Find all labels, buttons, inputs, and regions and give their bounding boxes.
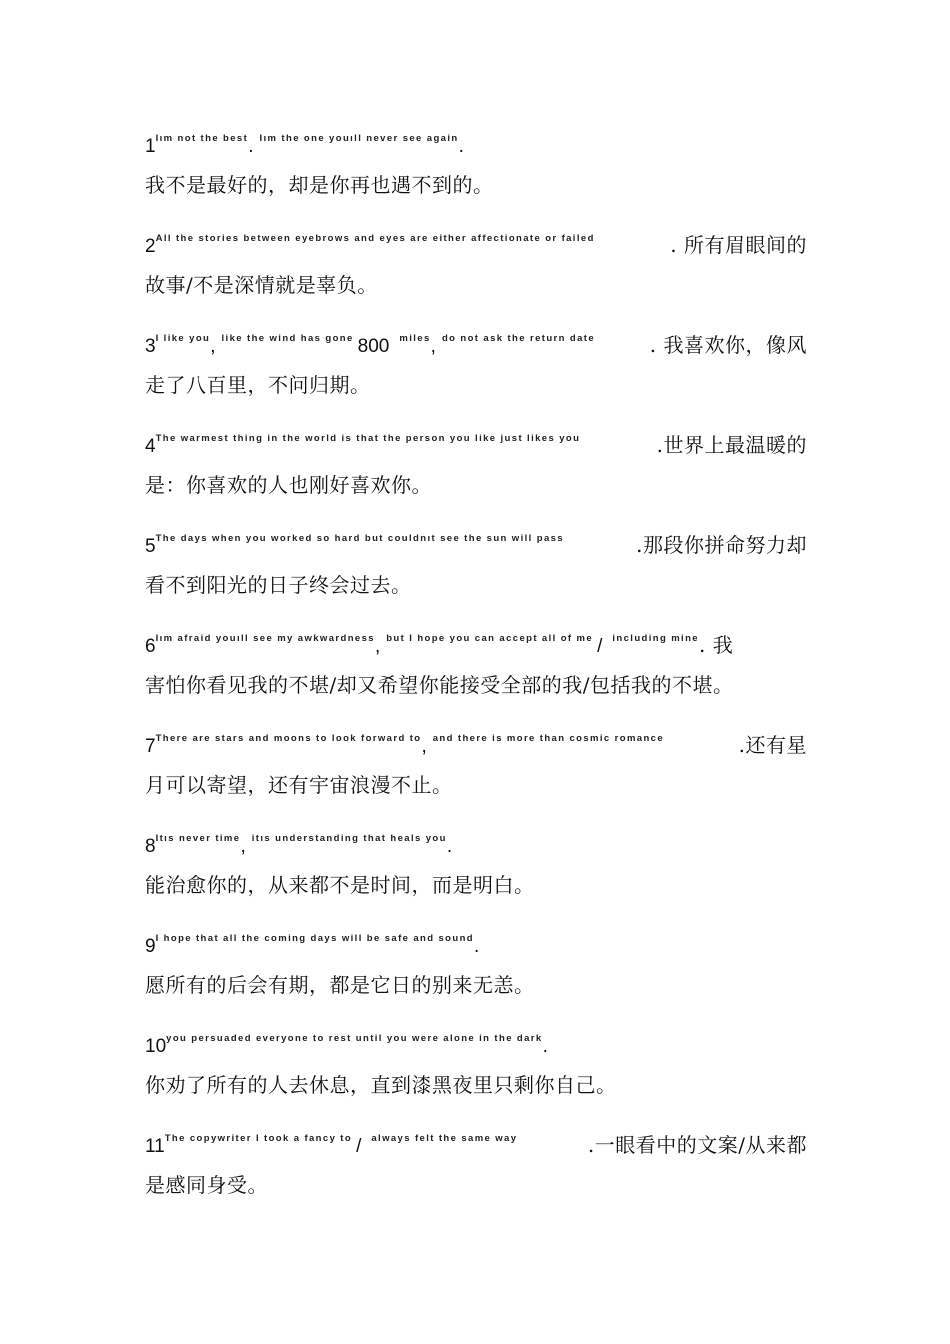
english-group [145,833,452,857]
sentence-entry [145,810,807,910]
sentence-entry [145,510,807,610]
english-text: I like you [155,333,211,344]
english-group [145,1033,548,1057]
english-group [145,210,595,260]
document-page [145,110,807,1210]
chinese-line: 愿所有的后会有期，都是它日的别来无恙。 [145,973,535,997]
entry-number: 5 [145,536,156,557]
english-line [145,310,807,360]
entry-number: 4 [145,436,156,457]
english-text: but I hope you can accept all of me [386,633,594,644]
chinese-line: 是感同身受。 [145,1173,268,1197]
english-group [145,310,595,360]
entry-number: 10 [145,1036,167,1057]
sentence-entry [145,210,807,310]
sentence-entry [145,710,807,810]
chinese-line: 我不是最好的，却是你再也遇不到的。 [145,173,494,197]
english-group [145,1110,517,1160]
chinese-text: .那段你拼命努力却 [636,533,807,557]
punctuation: , [240,836,246,857]
sentence-entry [145,610,807,710]
english-text: do not ask the return date [441,333,596,344]
chinese-line: 是：你喜欢的人也刚好喜欢你。 [145,473,432,497]
english-text: always felt the same way [371,1133,518,1144]
entry-number: 8 [145,836,156,857]
entry-number: 6 [145,636,156,657]
english-line [145,810,807,860]
english-text: including mine [612,633,699,644]
chinese-line: 月可以寄望，还有宇宙浪漫不止。 [145,773,453,797]
entry-number: 3 [145,336,156,357]
chinese-text: . 我喜欢你，像风 [649,333,807,357]
english-text: All the stories between eyebrows and eyes are either affectionate or failed [155,233,595,244]
punctuation: . [474,936,480,957]
english-line [145,910,807,960]
chinese-text: .还有星 [738,733,807,757]
english-line [145,1110,807,1160]
chinese-text: .世界上最温暖的 [656,433,807,457]
chinese-line: 害怕你看见我的不堪/却又希望你能接受全部的我/包括我的不堪。 [145,673,734,697]
english-text: Iım the one youıll never see again [259,133,459,144]
punctuation: . [458,136,464,157]
english-text: like the wind has gone [221,333,354,344]
english-line [145,210,807,260]
sentence-entry [145,410,807,510]
english-group [145,710,664,760]
english-text: miles [399,333,431,344]
sentence-entry [145,310,807,410]
english-group [145,410,580,460]
chinese-line: 故事/不是深情就是辜负。 [145,273,378,297]
english-group [145,510,564,560]
english-text: The warmest thing in the world is that the person you like just likes you [155,433,581,444]
english-line [145,510,807,560]
sentence-entry [145,1010,807,1110]
english-line [145,110,807,160]
english-text: itıs understanding that heals you [251,833,447,844]
sentence-entry [145,1110,807,1210]
english-group [145,133,464,157]
punctuation: , [421,736,427,757]
sentence-entry [145,110,807,210]
english-text: The copywriter I took a fancy to [164,1133,353,1144]
chinese-text: .一眼看中的文案/从来都 [587,1133,807,1157]
punctuation: . [446,836,453,857]
english-group [145,933,479,957]
inline-token: 800 [357,336,390,357]
entry-number: 7 [145,736,156,757]
english-text: The days when you worked so hard but couldnıt see the sun will pass [155,533,564,544]
entry-number: 9 [145,936,156,957]
chinese-line: 走了八百里，不问归期。 [145,373,371,397]
english-text: Iım afraid youıll see my awkwardness [155,633,375,644]
entry-number: 1 [145,136,156,157]
chinese-line: 看不到阳光的日子终会过去。 [145,573,412,597]
chinese-text: . 我 [699,633,734,657]
entry-number: 2 [145,236,156,257]
english-text: There are stars and moons to look forward to [155,733,422,744]
english-line [145,410,807,460]
punctuation: , [430,336,436,357]
english-text: you persuaded everyone to rest until you were alone in the dark [166,1033,543,1044]
punctuation: . [542,1036,548,1057]
punctuation: , [210,336,216,357]
english-line [145,1010,807,1060]
inline-token: / [356,1136,362,1157]
english-line [145,610,807,660]
english-text: I hope that all the coming days will be safe and sound [155,933,474,944]
punctuation: . [248,136,254,157]
english-text: Iım not the best [155,133,249,144]
sentence-entry [145,910,807,1010]
punctuation: , [374,636,381,657]
chinese-text: . 所有眉眼间的 [670,233,807,257]
english-text: Itıs never time [155,833,241,844]
english-line [145,710,807,760]
english-group [145,633,699,657]
entry-number: 11 [145,1136,165,1157]
inline-token: / [597,636,603,657]
chinese-line: 你劝了所有的人去休息，直到漆黑夜里只剩你自己。 [145,1073,617,1097]
chinese-line: 能治愈你的，从来都不是时间，而是明白。 [145,873,535,897]
english-text: and there is more than cosmic romance [432,733,665,744]
